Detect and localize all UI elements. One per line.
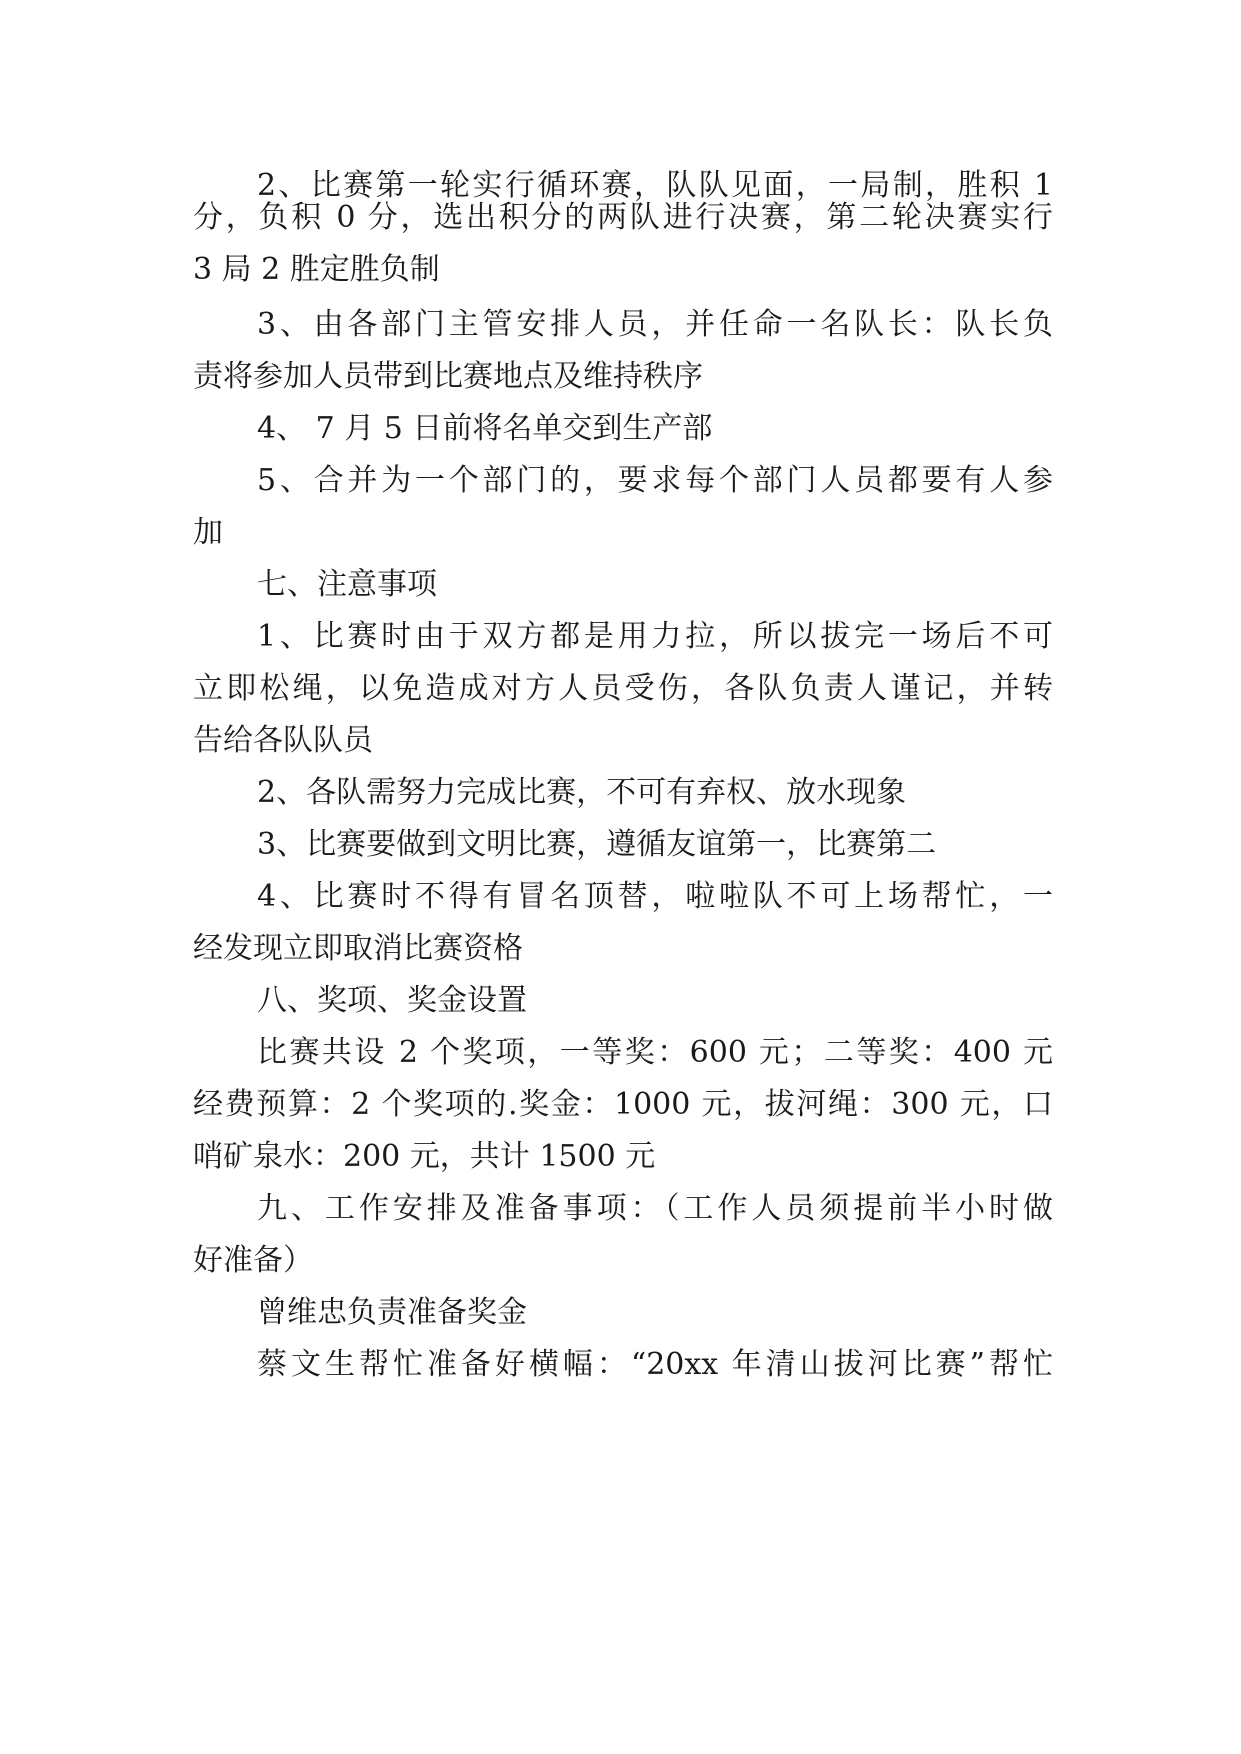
paragraph-line: 3、由各部门主管安排人员，并任命一名队长：队长负	[257, 307, 1053, 342]
paragraph-line: 分，负积 0 分，选出积分的两队进行决赛，第二轮决赛实行	[193, 200, 1053, 235]
paragraph-line: 加	[193, 515, 223, 550]
paragraph-line: 立即松绳，以免造成对方人员受伤，各队负责人谨记，并转	[193, 671, 1053, 706]
paragraph-line: 3、比赛要做到文明比赛，遵循友谊第一，比赛第二	[257, 827, 937, 862]
paragraph-line: 责将参加人员带到比赛地点及维持秩序	[193, 359, 703, 394]
paragraph-line: 1、比赛时由于双方都是用力拉，所以拔完一场后不可	[257, 619, 1053, 654]
paragraph-line: 哨矿泉水：200 元，共计 1500 元	[193, 1139, 656, 1174]
paragraph-line: 蔡文生帮忙准备好横幅：“20xx 年清山拔河比赛”帮忙	[257, 1347, 1053, 1382]
paragraph-line: 4、比赛时不得有冒名顶替，啦啦队不可上场帮忙，一	[257, 879, 1053, 914]
paragraph-line: 曾维忠负责准备奖金	[257, 1295, 527, 1330]
paragraph-line: 2、各队需努力完成比赛，不可有弃权、放水现象	[257, 775, 907, 810]
paragraph-line: 经发现立即取消比赛资格	[193, 931, 523, 966]
paragraph-line: 3 局 2 胜定胜负制	[193, 252, 440, 287]
paragraph-line: 告给各队队员	[193, 723, 373, 758]
paragraph-line: 4、 7 月 5 日前将名单交到生产部	[257, 411, 713, 446]
paragraph-line: 好准备）	[193, 1243, 313, 1278]
paragraph-line: 2、比赛第一轮实行循环赛，队队见面，一局制，胜积 1	[257, 168, 1053, 203]
section-heading: 七、注意事项	[257, 567, 437, 602]
section-heading: 八、奖项、奖金设置	[257, 983, 527, 1018]
paragraph-line: 经费预算：2 个奖项的.奖金：1000 元，拔河绳：300 元，口	[193, 1087, 1053, 1122]
paragraph-line: 5、合并为一个部门的，要求每个部门人员都要有人参	[257, 463, 1053, 498]
paragraph-line: 比赛共设 2 个奖项，一等奖：600 元；二等奖：400 元	[257, 1035, 1053, 1070]
section-heading: 九、工作安排及准备事项：（工作人员须提前半小时做	[257, 1191, 1053, 1226]
